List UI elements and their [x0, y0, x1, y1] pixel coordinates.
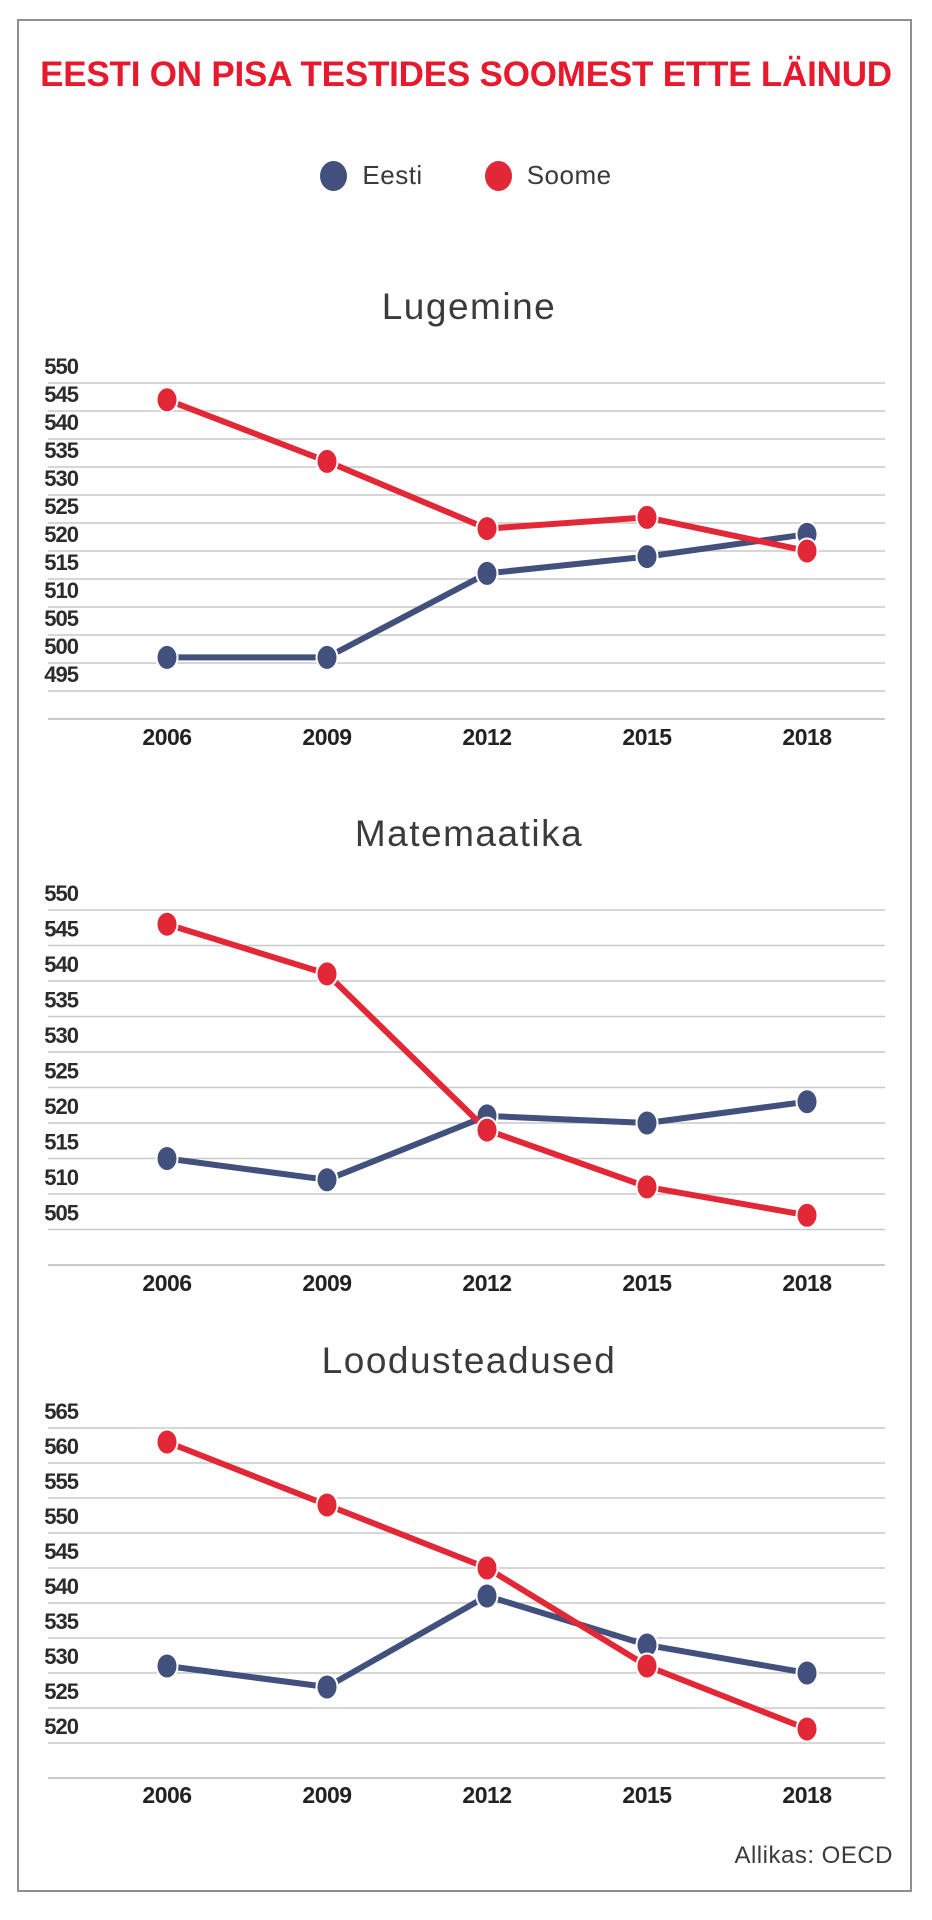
y-axis-tick: 510	[44, 578, 78, 603]
x-axis-tick: 2015	[622, 1782, 672, 1808]
data-point-eesti	[637, 544, 658, 569]
data-point-soome	[157, 912, 178, 937]
y-axis-tick: 535	[44, 438, 78, 463]
data-point-soome	[637, 1174, 658, 1199]
legend	[0, 160, 932, 191]
y-axis-tick: 510	[44, 1165, 78, 1190]
y-axis-tick: 515	[44, 1129, 78, 1155]
data-point-soome	[157, 387, 178, 412]
y-axis-tick: 565	[44, 1399, 78, 1424]
y-axis-tick: 520	[44, 522, 78, 547]
data-point-eesti	[477, 1584, 498, 1609]
legend-item-soome	[485, 160, 612, 191]
chart-lugemine	[17, 270, 914, 770]
data-point-eesti	[317, 1675, 338, 1700]
data-point-eesti	[317, 645, 338, 670]
data-point-eesti	[157, 1654, 178, 1679]
data-point-eesti	[157, 1146, 178, 1171]
y-axis-tick: 560	[44, 1434, 78, 1459]
source-credit: Allikas: OECD	[734, 1842, 893, 1869]
data-point-soome	[797, 1717, 818, 1742]
y-axis-tick: 515	[44, 550, 78, 575]
page-title: EESTI ON PISA TESTIDES SOOMEST ETTE LÄINUD	[40, 55, 892, 94]
x-axis-tick: 2006	[142, 724, 192, 750]
x-axis-tick: 2009	[302, 1270, 352, 1296]
y-axis-tick: 525	[44, 494, 78, 519]
y-axis-tick: 505	[44, 606, 78, 631]
x-axis-tick: 2006	[142, 1270, 192, 1296]
data-point-soome	[477, 516, 498, 541]
y-axis-tick: 495	[44, 662, 78, 687]
soome-dot-icon	[485, 161, 512, 191]
series-line-eesti	[167, 534, 807, 657]
chart-title: Loodusteadused	[321, 1340, 617, 1381]
chart-loodusteadused	[17, 1320, 914, 1830]
data-point-soome	[157, 1430, 178, 1455]
y-axis-tick: 550	[44, 354, 78, 379]
y-axis-tick: 540	[44, 1574, 78, 1599]
legend-item-eesti	[320, 160, 422, 191]
y-axis-tick: 550	[44, 881, 78, 906]
y-axis-tick: 545	[44, 1539, 78, 1564]
y-axis-tick: 500	[44, 634, 78, 659]
x-axis-tick: 2006	[142, 1782, 192, 1808]
data-point-eesti	[797, 1089, 818, 1114]
y-axis-tick: 530	[44, 1023, 78, 1048]
data-point-soome	[317, 449, 338, 474]
y-axis-tick: 530	[44, 466, 78, 491]
data-point-soome	[317, 1493, 338, 1518]
y-axis-tick: 525	[44, 1058, 78, 1084]
x-axis-tick: 2009	[302, 1782, 352, 1808]
y-axis-tick: 545	[44, 382, 78, 407]
x-axis-tick: 2012	[462, 724, 512, 750]
x-axis-tick: 2015	[622, 1270, 672, 1296]
chart-title: Lugemine	[381, 286, 557, 327]
x-axis-tick: 2018	[782, 1782, 832, 1808]
data-point-eesti	[797, 1661, 818, 1686]
data-point-eesti	[477, 561, 498, 586]
data-point-soome	[317, 961, 338, 986]
y-axis-tick: 535	[44, 1609, 78, 1634]
x-axis-tick: 2018	[782, 724, 832, 750]
y-axis-tick: 525	[44, 1679, 78, 1704]
x-axis-tick: 2012	[462, 1782, 512, 1808]
y-axis-tick: 535	[44, 987, 78, 1013]
data-point-soome	[637, 505, 658, 530]
y-axis-tick: 530	[44, 1644, 78, 1669]
y-axis-tick: 550	[44, 1504, 78, 1529]
legend-label-eesti: Eesti	[362, 160, 423, 190]
data-point-soome	[477, 1118, 498, 1143]
data-point-soome	[637, 1654, 658, 1679]
data-point-soome	[477, 1556, 498, 1581]
y-axis-tick: 505	[44, 1200, 78, 1226]
chart-title: Matemaatika	[354, 813, 584, 854]
y-axis-tick: 520	[44, 1714, 78, 1739]
eesti-dot-icon	[320, 161, 347, 191]
y-axis-tick: 545	[44, 916, 78, 942]
x-axis-tick: 2018	[782, 1270, 832, 1296]
data-point-soome	[797, 1203, 818, 1228]
data-point-soome	[797, 539, 818, 564]
y-axis-tick: 555	[44, 1469, 78, 1494]
y-axis-tick: 520	[44, 1094, 78, 1119]
y-axis-tick: 540	[44, 410, 78, 435]
y-axis-tick: 540	[44, 952, 78, 977]
data-point-eesti	[317, 1167, 338, 1192]
legend-label-soome: Soome	[526, 160, 612, 190]
chart-matemaatika	[17, 790, 914, 1310]
x-axis-tick: 2012	[462, 1270, 512, 1296]
x-axis-tick: 2009	[302, 724, 352, 750]
x-axis-tick: 2015	[622, 724, 672, 750]
data-point-eesti	[637, 1111, 658, 1136]
data-point-eesti	[157, 645, 178, 670]
